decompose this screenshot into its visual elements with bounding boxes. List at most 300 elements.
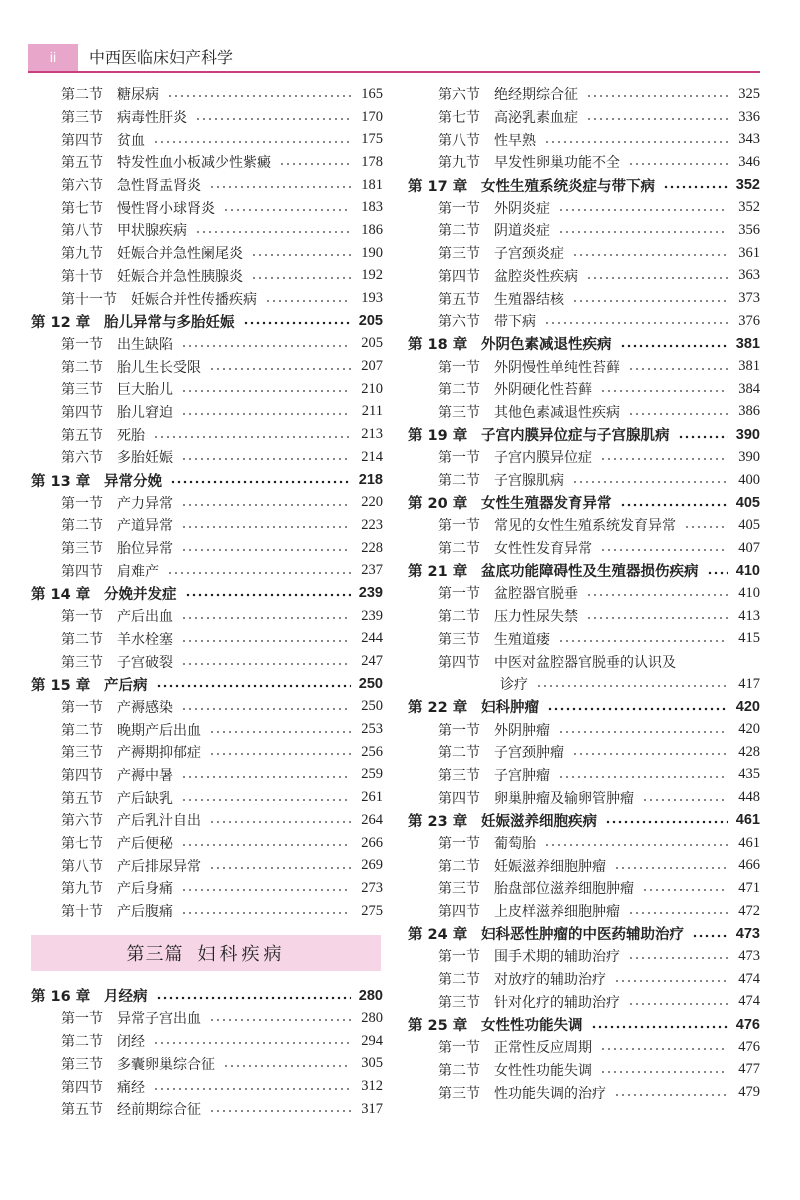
toc-section-entry[interactable]	[408, 83, 760, 106]
page-ref: 250	[358, 676, 383, 693]
page-ref: 477	[738, 1061, 760, 1078]
page-ref: 253	[361, 721, 383, 738]
dot-leader	[628, 412, 728, 416]
section-number: 第三节	[61, 382, 103, 399]
section-title: 产后便秘	[117, 836, 173, 853]
page-ref: 417	[738, 675, 760, 692]
dot-leader	[547, 707, 728, 711]
chapter-number: 第 16 章	[31, 989, 91, 1006]
dot-leader	[558, 208, 728, 212]
toc-section-entry[interactable]	[408, 582, 760, 605]
toc-chapter-entry[interactable]	[408, 559, 760, 582]
dot-leader	[558, 775, 728, 779]
toc-section-entry[interactable]	[31, 832, 383, 855]
dot-leader	[170, 480, 351, 484]
toc-section-entry[interactable]	[408, 832, 760, 855]
toc-section-entry[interactable]	[31, 854, 383, 877]
section-number: 第四节	[438, 654, 480, 671]
dot-leader	[586, 94, 728, 98]
toc-section-entry[interactable]	[31, 1098, 383, 1121]
section-title: 胎盘部位滋养细胞肿瘤	[494, 881, 634, 898]
section-number: 第二节	[438, 972, 480, 989]
toc-section-entry[interactable]	[31, 900, 383, 923]
toc-section-entry[interactable]	[31, 559, 383, 582]
dot-leader	[628, 1002, 728, 1006]
page-ref: 435	[738, 766, 760, 783]
section-number: 第三节	[438, 1085, 480, 1102]
page-ref: 405	[735, 494, 760, 511]
section-number: 第五节	[438, 291, 480, 308]
section-number: 第四节	[438, 904, 480, 921]
dot-leader	[572, 480, 728, 484]
toc-section-entry[interactable]	[31, 1007, 383, 1030]
toc-section-entry[interactable]	[408, 242, 760, 265]
section-title: 正常性反应周期	[494, 1040, 592, 1057]
section-title: 贫血	[117, 132, 145, 149]
toc-section-entry[interactable]	[408, 196, 760, 219]
toc-section-entry[interactable]	[31, 242, 383, 265]
dot-leader	[223, 208, 351, 212]
toc-left-column	[31, 83, 383, 1121]
section-title: 绝经期综合征	[494, 87, 578, 104]
chapter-title: 女性生殖系统炎症与带下病	[481, 178, 655, 195]
section-title: 产后出血	[117, 609, 173, 626]
section-title: 压力性尿失禁	[494, 609, 578, 626]
section-title: 肩难产	[117, 563, 159, 580]
toc-section-entry[interactable]	[31, 650, 383, 673]
section-number: 第四节	[438, 790, 480, 807]
toc-section-entry[interactable]	[31, 174, 383, 197]
toc-section-entry[interactable]	[31, 287, 383, 310]
dot-leader	[265, 299, 351, 303]
section-title: 女性性功能失调	[494, 1062, 592, 1079]
page-ref: 376	[738, 312, 760, 329]
page-ref: 211	[361, 403, 383, 420]
section-title: 特发性血小板减少性紫癜	[117, 155, 271, 172]
section-number: 第三节	[438, 631, 480, 648]
dot-leader	[181, 707, 351, 711]
page-ref: 237	[361, 562, 383, 579]
toc-section-entry[interactable]	[31, 764, 383, 787]
dot-leader	[279, 162, 351, 166]
page-ref: 275	[361, 902, 383, 919]
toc-section-entry[interactable]	[408, 310, 760, 333]
section-title: 痛经	[117, 1079, 145, 1096]
section-title: 性功能失调的治疗	[494, 1085, 606, 1102]
toc-section-entry[interactable]	[408, 401, 760, 424]
toc-section-entry[interactable]	[408, 650, 760, 673]
section-number: 第四节	[61, 132, 103, 149]
section-title: 妊娠合并急性阑尾炎	[117, 246, 243, 263]
toc-section-entry[interactable]	[408, 537, 760, 560]
toc-section-entry[interactable]	[408, 877, 760, 900]
section-number: 第七节	[438, 110, 480, 127]
chapter-title: 月经病	[104, 989, 148, 1006]
toc-section-entry[interactable]	[31, 196, 383, 219]
section-title: 葡萄胎	[494, 836, 536, 853]
toc-chapter-entry[interactable]	[31, 673, 383, 696]
toc-section-entry[interactable]	[408, 355, 760, 378]
page-ref: 466	[738, 857, 760, 874]
section-title: 卵巢肿瘤及输卵管肿瘤	[494, 790, 634, 807]
section-title: 早发性卵巢功能不全	[494, 155, 620, 172]
page-ref: 410	[735, 562, 760, 579]
toc-section-entry[interactable]	[31, 1075, 383, 1098]
section-number: 第二节	[438, 858, 480, 875]
page-ref: 280	[358, 987, 383, 1004]
chapter-title: 外阴色素减退性疾病	[481, 337, 612, 354]
toc-section-entry[interactable]	[408, 605, 760, 628]
page-ref: 170	[361, 108, 383, 125]
section-title: 生殖器结核	[494, 291, 564, 308]
page-ref: 346	[738, 153, 760, 170]
section-number: 第一节	[438, 1040, 480, 1057]
section-number: 第十一节	[61, 291, 117, 308]
page-ref: 410	[738, 584, 760, 601]
dot-leader	[678, 435, 729, 439]
section-title: 胎儿窘迫	[117, 404, 173, 421]
toc-section-entry[interactable]	[408, 1081, 760, 1104]
dot-leader	[156, 996, 352, 1000]
dot-leader	[628, 956, 728, 960]
section-title: 上皮样滋养细胞肿瘤	[494, 904, 620, 921]
page-ref: 205	[358, 313, 383, 330]
toc-chapter-entry[interactable]	[31, 310, 383, 333]
toc-section-entry[interactable]	[31, 446, 383, 469]
toc-section-entry[interactable]	[31, 628, 383, 651]
section-number: 第一节	[438, 949, 480, 966]
dot-leader	[586, 616, 728, 620]
toc-section-entry[interactable]	[31, 809, 383, 832]
section-number: 第十节	[61, 904, 103, 921]
page-ref: 461	[738, 834, 760, 851]
section-title: 对放疗的辅助治疗	[494, 972, 606, 989]
page-ref: 381	[738, 358, 760, 375]
toc-section-entry[interactable]	[408, 854, 760, 877]
section-number: 第三节	[438, 767, 480, 784]
section-number: 第七节	[61, 200, 103, 217]
section-title: 妊娠滋养细胞肿瘤	[494, 858, 606, 875]
dot-leader	[153, 140, 351, 144]
section-number: 第四节	[61, 1079, 103, 1096]
toc-section-entry[interactable]	[31, 1030, 383, 1053]
toc-right-column	[408, 83, 760, 1104]
page-ref: 352	[735, 177, 760, 194]
chapter-number: 第 15 章	[31, 677, 91, 694]
section-number: 第一节	[61, 495, 103, 512]
toc-section-entry[interactable]	[408, 786, 760, 809]
chapter-number: 第 13 章	[31, 473, 91, 490]
section-number: 第二节	[61, 1034, 103, 1051]
page-ref: 220	[361, 494, 383, 511]
section-title: 产后缺乳	[117, 790, 173, 807]
toc-section-entry[interactable]	[408, 1059, 760, 1082]
dot-leader	[195, 230, 351, 234]
section-title: 妊娠合并性传播疾病	[131, 291, 257, 308]
page-ref: 405	[738, 516, 760, 533]
section-number: 第九节	[61, 881, 103, 898]
toc-section-entry[interactable]	[408, 446, 760, 469]
page-ref: 273	[361, 879, 383, 896]
section-title: 闭经	[117, 1034, 145, 1051]
page-ref: 471	[738, 879, 760, 896]
toc-section-entry[interactable]	[408, 106, 760, 129]
dot-leader	[181, 911, 351, 915]
dot-leader	[153, 435, 351, 439]
section-title: 盆腔炎性疾病	[494, 268, 578, 285]
section-number: 第七节	[61, 836, 103, 853]
dot-leader	[167, 94, 351, 98]
toc-section-entry[interactable]	[408, 741, 760, 764]
page-ref: 474	[738, 970, 760, 987]
page-ref: 205	[361, 335, 383, 352]
toc-section-entry[interactable]	[31, 741, 383, 764]
section-number: 第一节	[438, 359, 480, 376]
chapter-number: 第 19 章	[408, 428, 468, 445]
dot-leader	[181, 798, 351, 802]
toc-section-entry[interactable]	[408, 718, 760, 741]
section-number: 第二节	[61, 518, 103, 535]
toc-section-entry[interactable]	[408, 945, 760, 968]
toc-section-entry[interactable]	[31, 333, 383, 356]
dot-leader	[544, 843, 728, 847]
page-ref: 239	[361, 607, 383, 624]
toc-section-entry[interactable]	[31, 106, 383, 129]
toc-section-entry[interactable]	[31, 378, 383, 401]
dot-leader	[544, 321, 728, 325]
section-title: 带下病	[494, 314, 536, 331]
page-ref: 363	[738, 267, 760, 284]
section-title: 异常子宫出血	[117, 1011, 201, 1028]
section-title: 生殖道瘘	[494, 631, 550, 648]
page-ref: 473	[738, 947, 760, 964]
dot-leader	[600, 548, 728, 552]
dot-leader	[195, 117, 351, 121]
toc-chapter-entry[interactable]	[31, 582, 383, 605]
section-number: 第五节	[61, 1102, 103, 1119]
dot-leader	[684, 525, 728, 529]
chapter-title: 产后病	[104, 677, 148, 694]
section-title-continued: 诊疗	[500, 677, 528, 694]
toc-chapter-entry[interactable]	[408, 809, 760, 832]
dot-leader	[642, 888, 728, 892]
chapter-number: 第 12 章	[31, 314, 91, 331]
section-number: 第二节	[438, 541, 480, 558]
dot-leader	[614, 866, 728, 870]
section-title: 羊水栓塞	[117, 631, 173, 648]
page-ref: 312	[361, 1078, 383, 1095]
section-number: 第一节	[438, 836, 480, 853]
dot-leader	[544, 140, 728, 144]
toc-section-entry[interactable]	[408, 900, 760, 923]
page-ref: 294	[361, 1032, 383, 1049]
page-ref: 175	[361, 131, 383, 148]
page-ref: 390	[738, 448, 760, 465]
section-title: 妊娠合并急性胰腺炎	[117, 268, 243, 285]
page-ref: 181	[361, 176, 383, 193]
chapter-number: 第 20 章	[408, 496, 468, 513]
section-number: 第三节	[438, 404, 480, 421]
toc-section-entry[interactable]	[31, 491, 383, 514]
toc-chapter-entry[interactable]	[408, 922, 760, 945]
dot-leader	[209, 367, 351, 371]
section-title: 子宫腺肌病	[494, 473, 564, 490]
dot-leader	[153, 1087, 351, 1091]
toc-chapter-entry[interactable]	[408, 423, 760, 446]
chapter-number: 第 18 章	[408, 337, 468, 354]
section-title: 多囊卵巢综合征	[117, 1056, 215, 1073]
section-number: 第四节	[61, 563, 103, 580]
section-number: 第五节	[61, 427, 103, 444]
section-number: 第十节	[61, 268, 103, 285]
section-number: 第六节	[61, 450, 103, 467]
toc-section-entry[interactable]	[31, 423, 383, 446]
toc-chapter-entry[interactable]	[408, 1013, 760, 1036]
chapter-number: 第 14 章	[31, 586, 91, 603]
chapter-title: 妇科肿瘤	[481, 700, 539, 717]
dot-leader	[558, 639, 728, 643]
toc-section-entry[interactable]	[31, 83, 383, 106]
chapter-title: 胎儿异常与多胎妊娠	[104, 314, 235, 331]
page-ref: 264	[361, 811, 383, 828]
section-number: 第八节	[61, 858, 103, 875]
page-ref: 247	[361, 653, 383, 670]
toc-section-entry[interactable]	[31, 265, 383, 288]
page-ref: 250	[361, 698, 383, 715]
toc-section-entry[interactable]	[31, 605, 383, 628]
chapter-number: 第 22 章	[408, 700, 468, 717]
page-ref: 461	[735, 812, 760, 829]
section-title: 子宫内膜异位症	[494, 450, 592, 467]
dot-leader	[251, 253, 351, 257]
toc-section-entry[interactable]	[408, 991, 760, 1014]
page-ref: 228	[361, 539, 383, 556]
dot-leader	[251, 276, 351, 280]
section-title: 多胎妊娠	[117, 450, 173, 467]
toc-section-entry[interactable]	[408, 128, 760, 151]
toc-section-entry[interactable]	[31, 718, 383, 741]
toc-section-entry[interactable]	[408, 673, 760, 696]
chapter-number: 第 17 章	[408, 178, 468, 195]
toc-section-entry[interactable]	[31, 514, 383, 537]
chapter-title: 盆底功能障碍性及生殖器损伤疾病	[481, 564, 699, 581]
section-title: 病毒性肝炎	[117, 110, 187, 127]
page-ref: 192	[361, 267, 383, 284]
toc-section-entry[interactable]	[408, 514, 760, 537]
toc-section-entry[interactable]	[408, 151, 760, 174]
section-number: 第五节	[61, 155, 103, 172]
toc-chapter-entry[interactable]	[408, 696, 760, 719]
section-title: 子宫颈肿瘤	[494, 745, 564, 762]
dot-leader	[181, 775, 351, 779]
toc-section-entry[interactable]	[408, 265, 760, 288]
toc-section-entry[interactable]	[408, 378, 760, 401]
dot-leader	[663, 185, 728, 189]
dot-leader	[209, 1109, 351, 1113]
toc-section-entry[interactable]	[31, 1053, 383, 1076]
section-title: 女性性发育异常	[494, 541, 592, 558]
section-title: 产后身痛	[117, 881, 173, 898]
dot-leader	[707, 571, 729, 575]
toc-section-entry[interactable]	[408, 968, 760, 991]
section-number: 第三节	[61, 654, 103, 671]
dot-leader	[167, 571, 351, 575]
toc-chapter-entry[interactable]	[408, 174, 760, 197]
toc-section-entry[interactable]	[408, 469, 760, 492]
toc-section-entry[interactable]	[408, 764, 760, 787]
chapter-title: 异常分娩	[104, 473, 162, 490]
toc-section-entry[interactable]	[31, 537, 383, 560]
section-title: 胎位异常	[117, 541, 173, 558]
section-number: 第一节	[438, 722, 480, 739]
page-ref: 476	[738, 1038, 760, 1055]
page-ref: 183	[361, 199, 383, 216]
section-number: 第五节	[61, 790, 103, 807]
dot-leader	[620, 344, 729, 348]
page-ref: 413	[738, 607, 760, 624]
page-ref: 325	[738, 85, 760, 102]
dot-leader	[600, 457, 728, 461]
dot-leader	[223, 1064, 351, 1068]
section-title: 产褥期抑郁症	[117, 745, 201, 762]
section-title: 性早熟	[494, 132, 536, 149]
section-title: 外阴肿瘤	[494, 722, 550, 739]
page-ref: 407	[738, 539, 760, 556]
section-title: 死胎	[117, 427, 145, 444]
toc-chapter-entry[interactable]	[31, 984, 383, 1007]
section-number: 第六节	[61, 813, 103, 830]
toc-section-entry[interactable]	[408, 287, 760, 310]
dot-leader	[558, 230, 728, 234]
section-number: 第三节	[438, 246, 480, 263]
dot-leader	[181, 888, 351, 892]
section-title: 巨大胎儿	[117, 382, 173, 399]
toc-section-entry[interactable]	[31, 128, 383, 151]
page-ref: 448	[738, 789, 760, 806]
page-ref: 386	[738, 403, 760, 420]
dot-leader	[572, 752, 728, 756]
toc-chapter-entry[interactable]	[31, 469, 383, 492]
page-ref: 415	[738, 630, 760, 647]
toc-section-entry[interactable]	[31, 696, 383, 719]
header-rule	[28, 71, 760, 73]
dot-leader	[586, 276, 728, 280]
section-title: 子宫破裂	[117, 654, 173, 671]
toc-section-entry[interactable]	[31, 151, 383, 174]
toc-section-entry[interactable]	[31, 401, 383, 424]
toc-section-entry[interactable]	[408, 1036, 760, 1059]
section-number: 第二节	[61, 87, 103, 104]
section-number: 第九节	[438, 155, 480, 172]
toc-chapter-entry[interactable]	[408, 491, 760, 514]
page-ref: 193	[361, 290, 383, 307]
section-title: 子宫肿瘤	[494, 767, 550, 784]
toc-section-entry[interactable]	[31, 219, 383, 242]
toc-section-entry[interactable]	[31, 786, 383, 809]
toc-section-entry[interactable]	[408, 628, 760, 651]
section-number: 第三节	[61, 745, 103, 762]
page-ref: 384	[738, 380, 760, 397]
page-ref: 373	[738, 290, 760, 307]
toc-section-entry[interactable]	[31, 355, 383, 378]
toc-section-entry[interactable]	[408, 219, 760, 242]
section-number: 第一节	[438, 586, 480, 603]
page-ref: 343	[738, 131, 760, 148]
page-ref: 420	[738, 721, 760, 738]
toc-chapter-entry[interactable]	[408, 333, 760, 356]
page-ref: 213	[361, 426, 383, 443]
toc-section-entry[interactable]	[31, 877, 383, 900]
